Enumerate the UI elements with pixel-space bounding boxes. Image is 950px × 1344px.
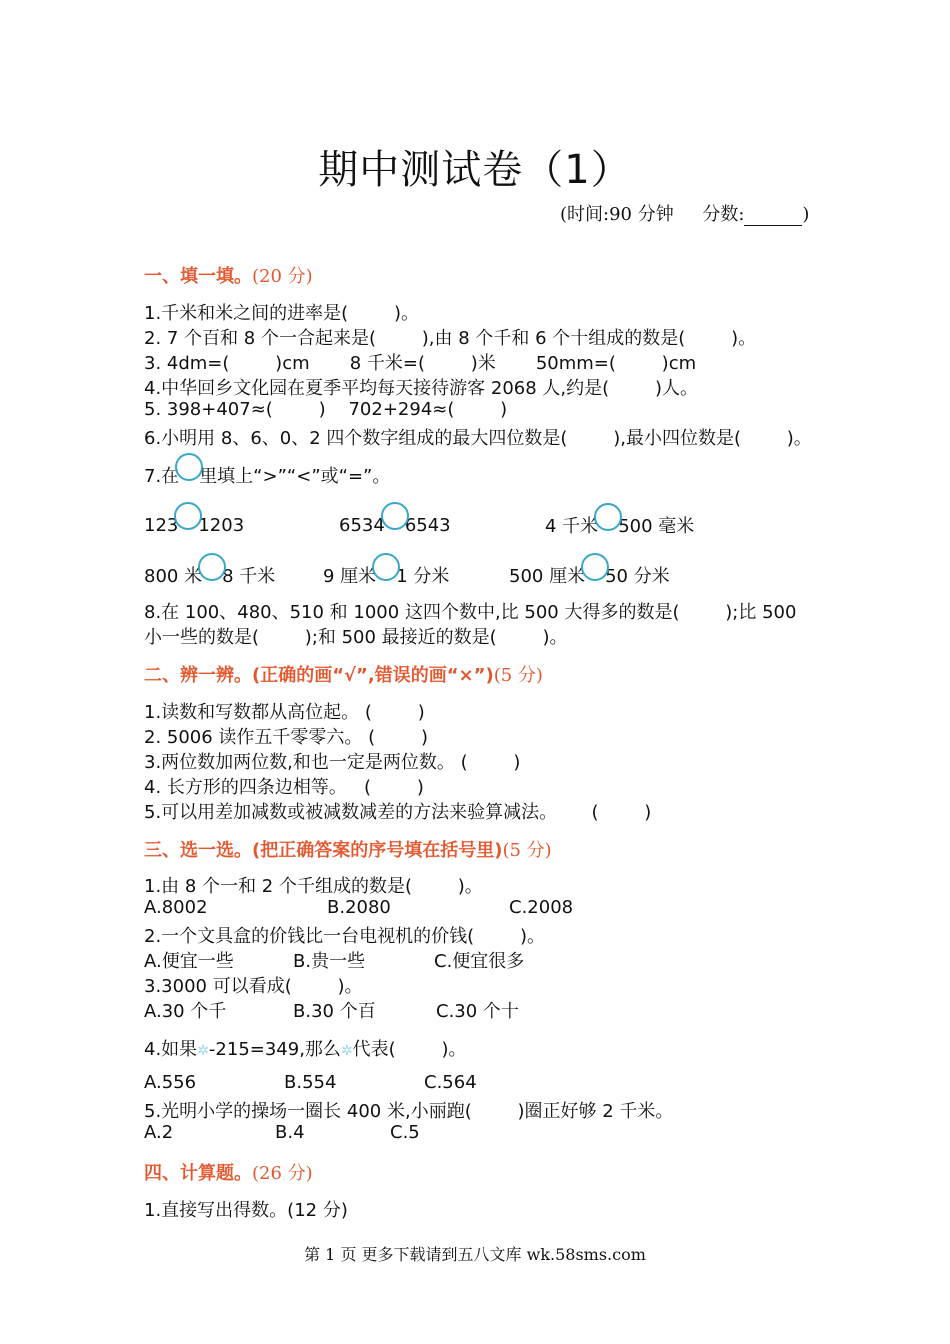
section-3-score: (5 分) <box>502 840 552 861</box>
s2-q4: 4. 长方形的四条边相等。 ( ) <box>144 777 424 798</box>
compare-item <box>144 562 275 591</box>
circle-blank-icon[interactable] <box>381 502 409 530</box>
compare-left: 800 米 <box>144 566 203 587</box>
circle-blank-icon[interactable] <box>594 503 622 531</box>
option-a: A.8002 <box>144 897 208 918</box>
score-label: 分数: <box>702 204 745 225</box>
score-blank[interactable] <box>744 207 802 226</box>
section-4-title: 四、计算题。 <box>144 1163 252 1184</box>
option-c: C.30 个十 <box>436 1001 519 1022</box>
compare-left: 123 <box>144 515 179 536</box>
section-4-score: (26 分) <box>252 1163 313 1184</box>
s1-q5: 5. 398+407≈( ) 702+294≈( ) <box>144 399 508 420</box>
circle-blank-icon <box>175 453 203 481</box>
page-title: 期中测试卷（1） <box>318 147 632 193</box>
s1-q1: 1.千米和米之间的进率是( )。 <box>144 303 419 324</box>
section-2-title: 二、辨一辨。(正确的画“√”,错误的画“×”) <box>144 665 494 686</box>
compare-left: 500 厘米 <box>509 566 586 587</box>
option-b: B.2080 <box>327 897 391 918</box>
s3-q4-b: -215=349,那么 <box>208 1039 341 1060</box>
compare-item <box>144 512 244 540</box>
section-1-score: (20 分) <box>252 266 313 287</box>
circle-blank-icon[interactable] <box>372 553 400 581</box>
compare-item <box>323 562 449 591</box>
option-a: A.2 <box>144 1122 174 1143</box>
s2-q3: 3.两位数加两位数,和也一定是两位数。 ( ) <box>144 752 521 773</box>
option-b: B.30 个百 <box>293 1001 376 1022</box>
section-4-heading <box>144 1159 313 1185</box>
s3-q4-a: 4.如果 <box>144 1039 198 1060</box>
s3-q2: 2.一个文具盒的价钱比一台电视机的价钱( )。 <box>144 926 545 947</box>
star-icon: ✲ <box>340 1043 353 1059</box>
compare-left: 6534 <box>339 515 385 536</box>
compare-right: 8 千米 <box>222 566 276 587</box>
s3-q5: 5.光明小学的操场一圈长 400 米,小丽跑( )圈正好够 2 千米。 <box>144 1101 674 1122</box>
compare-item <box>339 512 451 540</box>
option-a: A.556 <box>144 1072 197 1093</box>
s1-q4: 4.中华回乡文化园在夏季平均每天接待游客 2068 人,约是( )人。 <box>144 378 698 399</box>
section-3-heading <box>144 836 552 862</box>
option-c: C.便宜很多 <box>434 951 525 972</box>
option-b: B.贵一些 <box>293 951 366 972</box>
s1-q8-line2: 小一些的数是( );和 500 最接近的数是( )。 <box>144 627 568 648</box>
option-c: C.564 <box>424 1072 477 1093</box>
compare-item <box>545 512 694 541</box>
s4-q1: 1.直接写出得数。(12 分) <box>144 1200 348 1221</box>
s2-q2: 2. 5006 读作五千零零六。 ( ) <box>144 727 428 748</box>
option-b: B.554 <box>284 1072 337 1093</box>
s1-q7-pre: 7.在 <box>144 466 180 487</box>
compare-left: 4 千米 <box>545 516 599 537</box>
compare-right: 6543 <box>404 515 451 536</box>
s2-q1: 1.读数和写数都从高位起。 ( ) <box>144 702 425 723</box>
circle-blank-icon[interactable] <box>198 553 226 581</box>
option-b: B.4 <box>275 1122 305 1143</box>
section-2-score: (5 分) <box>493 665 543 686</box>
circle-blank-icon[interactable] <box>581 553 609 581</box>
option-a: A.30 个千 <box>144 1001 227 1022</box>
s3-q1: 1.由 8 个一和 2 个千组成的数是( )。 <box>144 876 483 897</box>
exam-info <box>560 200 809 226</box>
s1-q6: 6.小明用 8、6、0、2 四个数字组成的最大四位数是( ),最小四位数是( )。 <box>144 428 812 449</box>
page-footer: 第 1 页 更多下载请到五八文库 wk.58sms.com <box>304 1245 646 1264</box>
star-icon: ✲ <box>197 1043 209 1059</box>
compare-item <box>509 562 670 591</box>
section-1-heading <box>144 262 313 288</box>
s1-q7-post: 里填上“>”“<”或“=”。 <box>199 466 391 487</box>
compare-right: 1 分米 <box>396 566 450 587</box>
section-1-title: 一、填一填。 <box>144 266 252 287</box>
option-c: C.2008 <box>509 897 574 918</box>
time-text: (时间:90 分钟 <box>560 204 674 225</box>
s1-q8-line1: 8.在 100、480、510 和 1000 这四个数中,比 500 大得多的数是( );比 500 <box>144 602 797 623</box>
compare-right: 500 毫米 <box>618 516 695 537</box>
compare-left: 9 厘米 <box>323 566 377 587</box>
s1-q7 <box>144 462 390 491</box>
s1-q3: 3. 4dm=( )cm 8 千米=( )米 50mm=( )cm <box>144 353 697 374</box>
s1-q2: 2. 7 个百和 8 个一合起来是( ),由 8 个千和 6 个十组成的数是( )。 <box>144 328 757 349</box>
section-2-heading <box>144 661 543 687</box>
s3-q4-c: 代表( )。 <box>352 1039 467 1060</box>
s2-q5: 5.可以用差加减数或被减数减差的方法来验算减法。 ( ) <box>144 802 652 823</box>
score-close: ) <box>802 204 810 225</box>
option-a: A.便宜一些 <box>144 951 234 972</box>
compare-right: 1203 <box>198 515 245 536</box>
section-3-title: 三、选一选。(把正确答案的序号填在括号里) <box>144 840 503 861</box>
option-c: C.5 <box>390 1122 420 1143</box>
s3-q3: 3.3000 可以看成( )。 <box>144 976 363 997</box>
compare-right: 50 分米 <box>605 566 670 587</box>
s3-q4 <box>144 1035 467 1061</box>
